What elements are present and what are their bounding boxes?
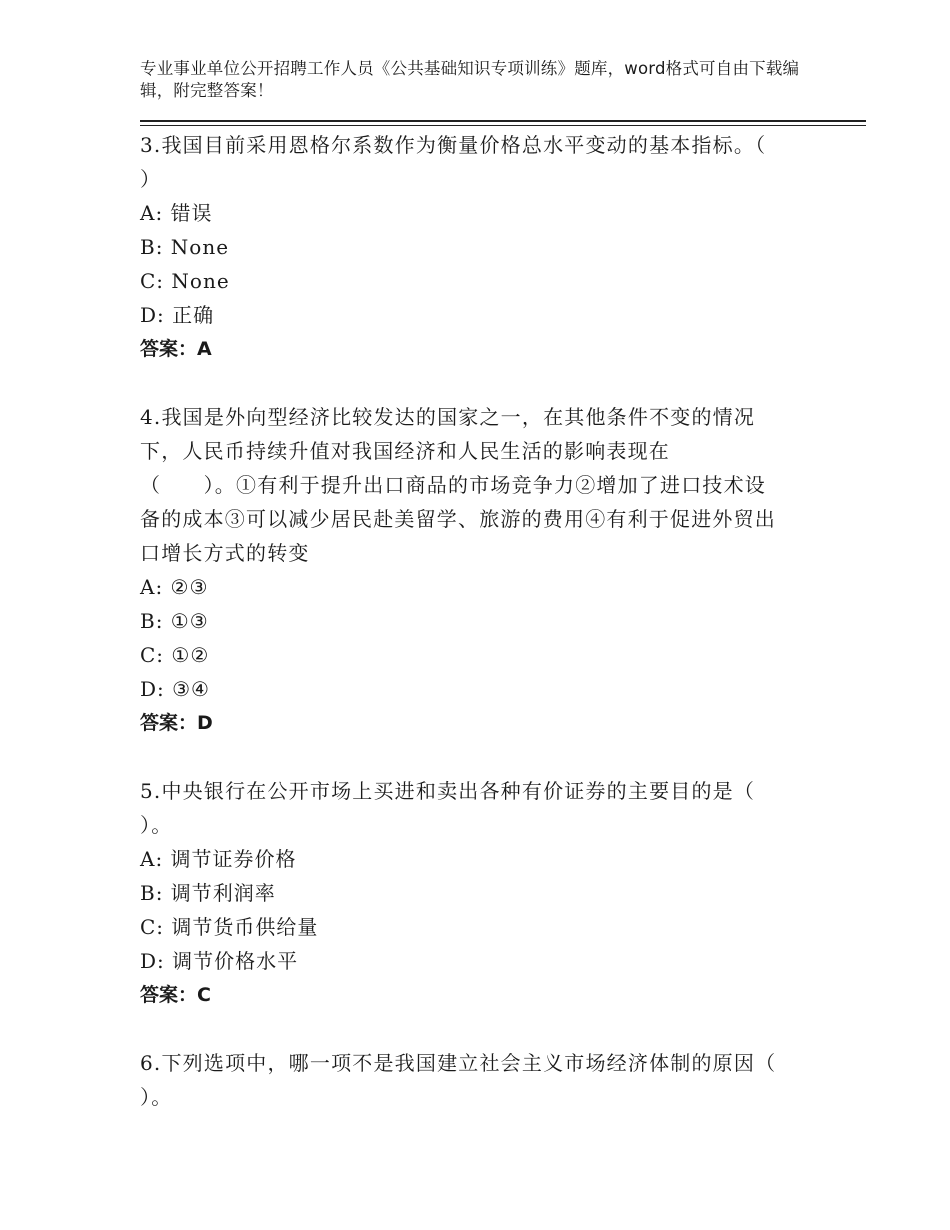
question-stem-line: （ ）。①有利于提升出口商品的市场竞争力②增加了进口技术设 [140, 473, 766, 497]
question-spacer [140, 740, 800, 774]
option-d: D: ③④ [140, 677, 210, 701]
option-c: C: None [140, 269, 230, 293]
header-divider [140, 120, 866, 126]
question-stem-line: 5.中央银行在公开市场上买进和卖出各种有价证券的主要目的是（ [140, 779, 756, 803]
question-stem-line: ）。 [140, 1085, 173, 1109]
question-stem-line: 下，人民币持续升值对我国经济和人民生活的影响表现在 [140, 439, 670, 463]
question-stem-line: 6.下列选项中，哪一项不是我国建立社会主义市场经济体制的原因（ [140, 1051, 777, 1075]
option-d: D: 调节价格水平 [140, 949, 299, 973]
question-stem-line: 3.我国目前采用恩格尔系数作为衡量价格总水平变动的基本指标。（ [140, 133, 767, 157]
question-stem-line: 备的成本③可以减少居民赴美留学、旅游的费用④有利于促进外贸出 [140, 507, 776, 531]
option-b: B: ①③ [140, 609, 209, 633]
question-list [140, 128, 800, 1114]
option-a: A: 调节证券价格 [140, 847, 297, 871]
option-a: A: ②③ [140, 575, 209, 599]
option-d: D: 正确 [140, 303, 215, 327]
question-spacer [140, 366, 800, 400]
option-c: C: ①② [140, 643, 210, 667]
option-b: B: None [140, 235, 230, 259]
question-stem-line: ） [140, 167, 162, 191]
answer-label: 答案：D [140, 712, 213, 734]
option-b: B: 调节利润率 [140, 881, 276, 905]
option-a: A: 错误 [140, 201, 213, 225]
question-stem-line: 4.我国是外向型经济比较发达的国家之一，在其他条件不变的情况 [140, 405, 756, 429]
question-6 [140, 1046, 800, 1114]
option-c: C: 调节货币供给量 [140, 915, 319, 939]
question-5 [140, 774, 800, 1012]
answer-label: 答案：A [140, 338, 212, 360]
question-4 [140, 400, 800, 740]
question-stem-line: 口增长方式的转变 [140, 541, 310, 565]
question-stem-line: ）。 [140, 813, 173, 837]
answer-label: 答案：C [140, 984, 211, 1006]
question-spacer [140, 1012, 800, 1046]
document-header-title: 专业事业单位公开招聘工作人员《公共基础知识专项训练》题库，word格式可自由下载编辑，附完整答案！ [140, 59, 800, 100]
question-3 [140, 128, 800, 366]
